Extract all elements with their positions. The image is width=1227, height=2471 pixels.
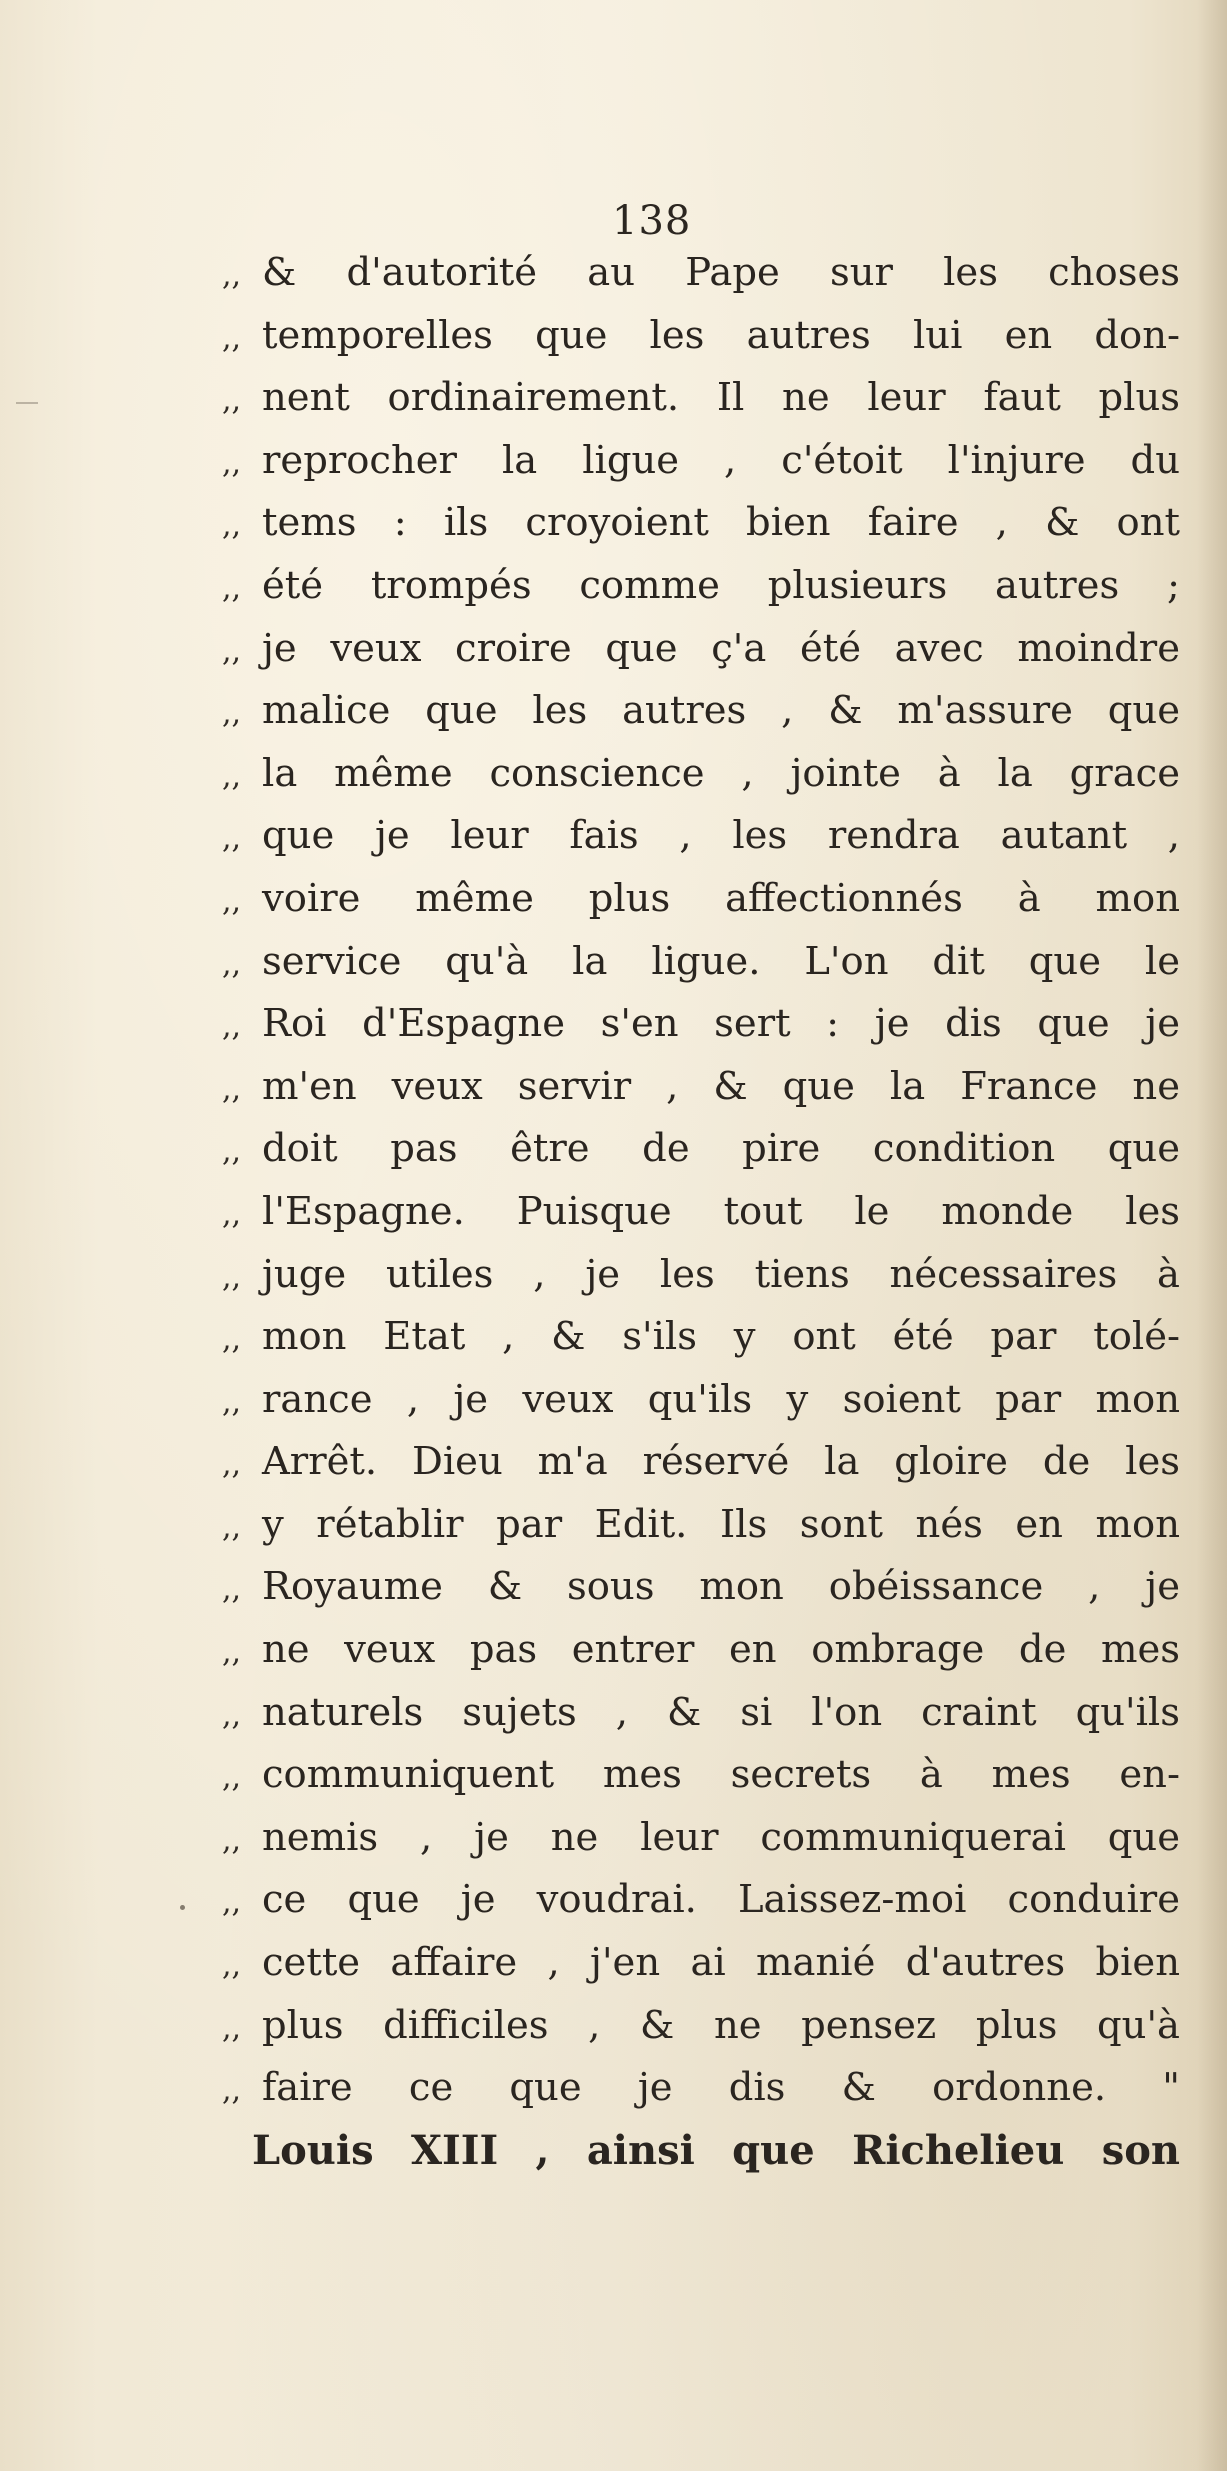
text-line xyxy=(222,1932,1187,1995)
line-text: je veux croire que ç'a été avec moindre xyxy=(262,625,1180,671)
line-text: service qu'à la ligue. L'on dit que le xyxy=(262,938,1180,984)
body-text xyxy=(222,242,1187,2182)
quote-mark: ,, xyxy=(222,821,242,857)
text-line xyxy=(222,993,1187,1056)
line-text: rance , je veux qu'ils y soient par mon xyxy=(262,1376,1180,1422)
line-text: nemis , je ne leur communiquerai que xyxy=(262,1814,1180,1860)
text-line xyxy=(222,1869,1187,1932)
line-text: doit pas être de pire condition que xyxy=(262,1126,1180,1172)
text-line xyxy=(222,743,1187,806)
margin-dot xyxy=(180,1905,185,1910)
page-number: 138 xyxy=(612,198,692,244)
quote-mark: ,, xyxy=(222,1322,242,1358)
line-text: l'Espagne. Puisque tout le monde les xyxy=(262,1188,1180,1234)
quote-mark: ,, xyxy=(222,320,242,356)
quote-mark: ,, xyxy=(222,445,242,481)
quote-mark: ,, xyxy=(222,1760,242,1796)
text-line xyxy=(222,492,1187,555)
line-text: communiquent mes secrets à mes en- xyxy=(262,1752,1180,1798)
text-line xyxy=(222,1181,1187,1244)
line-text: Roi d'Espagne s'en sert : je dis que je xyxy=(262,1001,1180,1047)
quote-mark: ,, xyxy=(222,1572,242,1608)
line-text: juge utiles , je les tiens nécessaires à xyxy=(262,1251,1180,1297)
line-text: la même conscience , jointe à la grace xyxy=(262,750,1180,796)
line-text: y rétablir par Edit. Ils sont nés en mon xyxy=(262,1501,1180,1547)
line-text: naturels sujets , & si l'on craint qu'ils xyxy=(262,1689,1180,1735)
line-text: faire ce que je dis & ordonne. " xyxy=(262,2065,1180,2111)
quote-mark: ,, xyxy=(222,1635,242,1671)
line-text: plus difficiles , & ne pensez plus qu'à xyxy=(262,2002,1180,2048)
page-edge-shadow xyxy=(1197,0,1227,2471)
text-line xyxy=(222,1118,1187,1181)
text-line xyxy=(222,1807,1187,1870)
text-line xyxy=(222,1369,1187,1432)
text-line xyxy=(222,1244,1187,1307)
quote-mark: ,, xyxy=(222,570,242,606)
quote-mark: ,, xyxy=(222,258,242,293)
text-line xyxy=(222,805,1187,868)
text-line xyxy=(222,868,1187,931)
quote-mark: ,, xyxy=(222,2073,242,2109)
line-text: m'en veux servir , & que la France ne xyxy=(262,1063,1180,1109)
quote-mark: ,, xyxy=(222,1697,242,1733)
quote-mark: ,, xyxy=(222,633,242,669)
quote-mark: ,, xyxy=(222,1071,242,1107)
line-text: cette affaire , j'en ai manié d'autres bien xyxy=(262,1940,1180,1986)
quote-mark: ,, xyxy=(222,383,242,419)
line-text: été trompés comme plusieurs autres ; xyxy=(262,562,1180,608)
text-line xyxy=(222,305,1187,368)
text-line xyxy=(222,680,1187,743)
text-line xyxy=(222,1056,1187,1119)
quote-mark: ,, xyxy=(222,1822,242,1858)
text-line xyxy=(222,618,1187,681)
line-text: Royaume & sous mon obéissance , je xyxy=(262,1564,1180,1610)
quote-mark: ,, xyxy=(222,758,242,794)
quote-mark: ,, xyxy=(222,508,242,544)
quote-mark: ,, xyxy=(222,1009,242,1045)
quote-mark: ,, xyxy=(222,946,242,982)
quote-mark: ,, xyxy=(222,1509,242,1545)
text-line xyxy=(222,555,1187,618)
line-text: temporelles que les autres lui en don- xyxy=(262,312,1180,358)
line-text: Louis XIII , ainsi que Richelieu son xyxy=(252,2126,1180,2174)
margin-mark xyxy=(16,402,38,404)
line-text: & d'autorité au Pape sur les choses xyxy=(262,250,1180,295)
quote-mark: ,, xyxy=(222,1384,242,1420)
line-text: mon Etat , & s'ils y ont été par tolé- xyxy=(262,1314,1180,1360)
quote-mark: ,, xyxy=(222,1259,242,1295)
text-line xyxy=(222,1682,1187,1745)
text-line xyxy=(222,242,1187,305)
line-text: malice que les autres , & m'assure que xyxy=(262,688,1180,734)
text-line xyxy=(222,2057,1187,2120)
quote-mark: ,, xyxy=(222,2010,242,2046)
text-line xyxy=(222,1431,1187,1494)
line-text: Arrêt. Dieu m'a réservé la gloire de les xyxy=(262,1439,1180,1485)
quote-mark: ,, xyxy=(222,696,242,732)
quote-mark: ,, xyxy=(222,1447,242,1483)
text-line xyxy=(222,1556,1187,1619)
line-text: que je leur fais , les rendra autant , xyxy=(262,813,1180,859)
text-line xyxy=(222,1619,1187,1682)
quote-mark: ,, xyxy=(222,1134,242,1170)
text-line xyxy=(222,1744,1187,1807)
text-line-last xyxy=(252,2120,1187,2183)
text-line xyxy=(222,1306,1187,1369)
quote-mark: ,, xyxy=(222,1948,242,1984)
text-line xyxy=(222,430,1187,493)
line-text: ce que je voudrai. Laissez-moi conduire xyxy=(262,1877,1180,1923)
line-text: reprocher la ligue , c'étoit l'injure du xyxy=(262,437,1180,483)
text-line xyxy=(222,931,1187,994)
text-line xyxy=(222,1995,1187,2058)
line-text: voire même plus affectionnés à mon xyxy=(262,875,1180,921)
line-text: nent ordinairement. Il ne leur faut plus xyxy=(262,375,1180,421)
quote-mark: ,, xyxy=(222,1885,242,1921)
quote-mark: ,, xyxy=(222,883,242,919)
text-line xyxy=(222,367,1187,430)
text-line xyxy=(222,1494,1187,1557)
quote-mark: ,, xyxy=(222,1196,242,1232)
line-text: tems : ils croyoient bien faire , & ont xyxy=(262,500,1180,546)
line-text: ne veux pas entrer en ombrage de mes xyxy=(262,1627,1180,1673)
